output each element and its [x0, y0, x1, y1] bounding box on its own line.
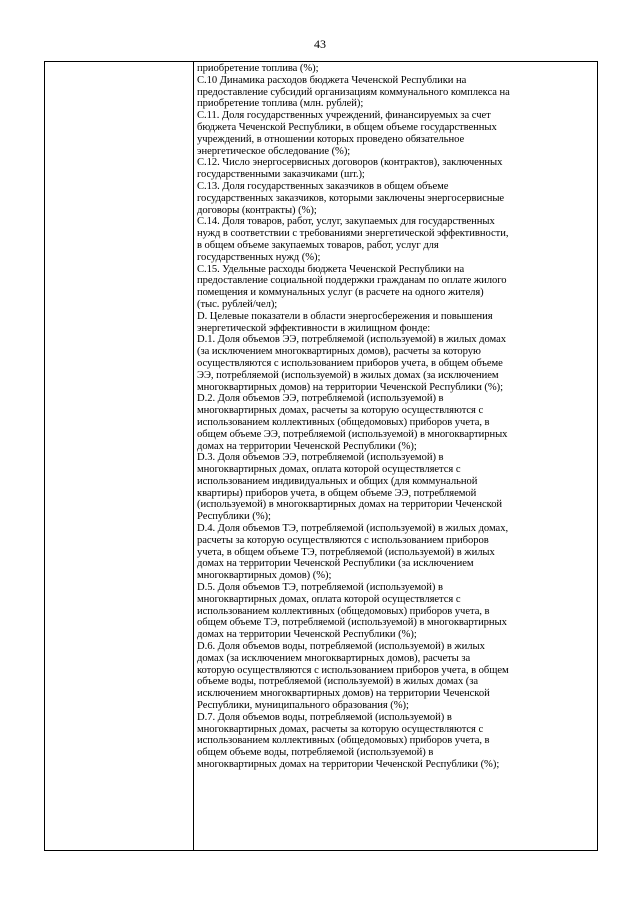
- text-line: Республики, муниципального образования (%);: [197, 700, 409, 712]
- text-line: государственными заказчиками (шт.);: [197, 169, 365, 181]
- text-line: государственных нужд (%);: [197, 251, 321, 263]
- text-line: приобретение топлива (млн. рублей);: [197, 98, 364, 110]
- text-line: D.1. Доля объемов ЭЭ, потребляемой (используемой) в жилых домах: [197, 334, 506, 346]
- table-left-cell: [45, 62, 193, 850]
- text-line: предоставление субсидий организациям коммунального комплекса на: [197, 86, 510, 98]
- text-line: общем объеме ЭЭ, потребляемой (используемой) в многоквартирных: [197, 428, 508, 440]
- text-line: государственных заказчиков, которыми заключены энергосервисные: [197, 192, 505, 204]
- text-line: многоквартирных домах, оплата которой осуществляется с: [197, 464, 461, 476]
- text-line: D. Целевые показатели в области энергосбережения и повышения: [197, 310, 493, 322]
- text-line: С.11. Доля государственных учреждений, финансируемых за счет: [197, 110, 491, 122]
- text-line: D.2. Доля объемов ЭЭ, потребляемой (используемой) в: [197, 393, 444, 405]
- text-line: многоквартирных домах, расчеты за которую осуществляются с: [197, 723, 484, 735]
- text-line: предоставление социальной поддержки гражданам по оплате жилого: [197, 275, 507, 287]
- text-line: домах (за исключением многоквартирных домов), расчеты за: [197, 652, 471, 664]
- text-line: многоквартирных домах, оплата которой осуществляется с: [197, 593, 461, 605]
- text-line: договоры (контракты) (%);: [197, 204, 317, 216]
- text-line: (используемой) в многоквартирных домах на территории Чеченской: [197, 499, 503, 511]
- text-line: С.15. Удельные расходы бюджета Чеченской Республики на: [197, 263, 465, 275]
- text-line: использованием индивидуальных и общих (для коммунальной: [197, 475, 478, 487]
- text-line: многоквартирных домов) (%);: [197, 570, 332, 582]
- text-line: энергетическое обследование (%);: [197, 145, 351, 157]
- text-line: общем объеме воды, потребляемой (используемой) в: [197, 747, 434, 759]
- text-line: D.3. Доля объемов ЭЭ, потребляемой (используемой) в: [197, 452, 444, 464]
- text-line: С.13. Доля государственных заказчиков в общем объеме: [197, 180, 449, 192]
- text-line: домах на территории Чеченской Республики (за исключением: [197, 558, 474, 570]
- text-line: домах на территории Чеченской Республики (%);: [197, 440, 417, 452]
- text-line: D.7. Доля объемов воды, потребляемой (используемой) в: [197, 711, 452, 723]
- column-divider: [193, 62, 194, 850]
- text-line: которую осуществляются с использованием приборов учета, в общем: [197, 664, 509, 676]
- text-line: (за исключением многоквартирных домов), расчеты за которую: [197, 346, 481, 358]
- text-line: домах на территории Чеченской Республики (%);: [197, 629, 417, 641]
- text-line: в общем объеме закупаемых товаров, работ, услуг для: [197, 239, 439, 251]
- text-line: общем объеме ТЭ, потребляемой (используемой) в многоквартирных: [197, 617, 507, 629]
- text-line: многоквартирных домах, расчеты за которую осуществляются с: [197, 405, 484, 417]
- text-line: D.4. Доля объемов ТЭ, потребляемой (используемой) в жилых домах,: [197, 523, 509, 535]
- text-line: использованием коллективных (общедомовых) приборов учета, в: [197, 735, 490, 747]
- page-number: 43: [314, 37, 326, 51]
- text-line: квартиры) приборов учета, в общем объеме ЭЭ, потребляемой: [197, 487, 477, 499]
- text-line: энергетической эффективности в жилищном фонде:: [197, 322, 431, 334]
- text-line: многоквартирных домов) на территории Чеченской Республики (%);: [197, 381, 504, 393]
- table-right-cell: [197, 62, 595, 851]
- text-line: приобретение топлива (%);: [197, 63, 319, 74]
- text-line: ЭЭ, потребляемой (используемой) в жилых домах (за исключением: [197, 369, 499, 381]
- text-line: С.12. Число энергосервисных договоров (контрактов), заключенных: [197, 157, 503, 169]
- text-line: D.5. Доля объемов ТЭ, потребляемой (используемой) в: [197, 582, 443, 594]
- text-line: многоквартирных домах на территории Чеченской Республики (%);: [197, 759, 500, 771]
- text-line: расчеты за которую осуществляются с использованием приборов: [197, 534, 489, 546]
- text-line: учреждений, в отношении которых проведено обязательное: [197, 133, 465, 145]
- text-line: С.14. Доля товаров, работ, услуг, закупаемых для государственных: [197, 216, 495, 228]
- text-line: Республики (%);: [197, 511, 271, 523]
- text-line: D.6. Доля объемов воды, потребляемой (используемой) в жилых: [197, 641, 485, 653]
- text-line: осуществляются с использованием приборов учета, в общем объеме: [197, 357, 503, 369]
- text-line: объеме воды, потребляемой (используемой) в жилых домах (за: [197, 676, 479, 688]
- text-line: учета, в общем объеме ТЭ, потребляемой (используемой) в жилых: [197, 546, 495, 558]
- text-line: С.10 Динамика расходов бюджета Чеченской Республики на: [197, 74, 467, 86]
- text-line: нужд в соответствии с требованиями энергетической эффективности,: [197, 228, 509, 240]
- text-line: (тыс. рублей/чел);: [197, 298, 278, 310]
- text-line: исключением многоквартирных домов) на территории Чеченской: [197, 688, 490, 700]
- text-line: бюджета Чеченской Республики, в общем объеме государственных: [197, 121, 497, 133]
- text-line: использованием коллективных (общедомовых) приборов учета, в: [197, 605, 490, 617]
- indicator-table: [44, 61, 598, 851]
- text-line: помещения и коммунальных услуг (в расчете на одного жителя): [197, 287, 484, 299]
- text-line: использованием коллективных (общедомовых) приборов учета, в: [197, 416, 490, 428]
